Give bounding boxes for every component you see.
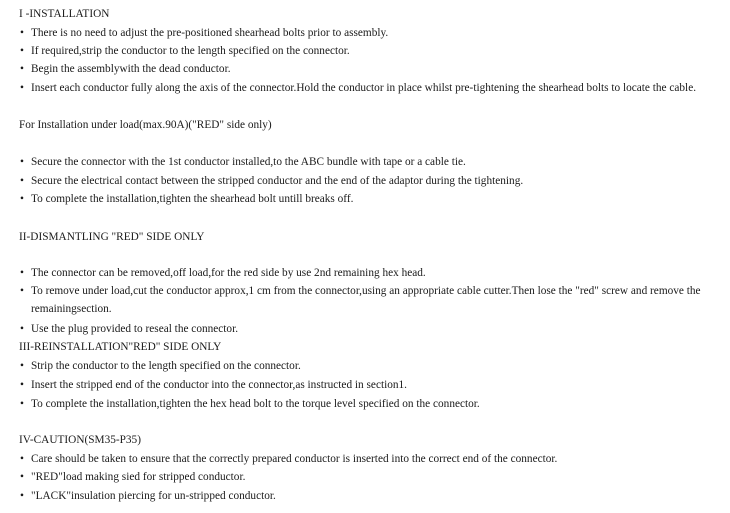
list-item-text: Insert the stripped end of the conductor into the connector,as instructed in section1. <box>31 379 408 391</box>
list-item-text: To complete the installation,tighten the shearhead bolt untill breaks off. <box>31 193 354 205</box>
list-item <box>20 174 726 188</box>
list-item <box>20 81 726 95</box>
list-item <box>20 452 726 466</box>
list-item-text: If required,strip the conductor to the length specified on the connector. <box>31 45 350 57</box>
bullet: • <box>20 285 24 297</box>
list-item <box>20 62 726 76</box>
list-item <box>20 282 730 318</box>
list-item <box>20 26 726 40</box>
bullet: • <box>20 45 24 57</box>
list-item <box>20 470 726 484</box>
list-item-text: "LACK"insulation piercing for un-stripped conductor. <box>31 490 276 502</box>
bullet: • <box>20 471 24 483</box>
list-item-text: Begin the assemblywith the dead conductor. <box>31 63 231 75</box>
bullet: • <box>20 156 24 168</box>
bullet: • <box>20 490 24 502</box>
list-item-text: To complete the installation,tighten the hex head bolt to the torque level specified on the connector. <box>31 398 480 410</box>
section2-heading: II-DISMANTLING "RED" SIDE ONLY <box>19 231 205 243</box>
list-item-text: There is no need to adjust the pre-positioned shearhead bolts prior to assembly. <box>31 27 389 39</box>
list-item-text: Care should be taken to ensure that the correctly prepared conductor is inserted into the correct end of the connector. <box>31 453 558 465</box>
list-item-text: Use the plug provided to reseal the connector. <box>31 323 239 335</box>
bullet: • <box>20 175 24 187</box>
bullet: • <box>20 193 24 205</box>
bullet: • <box>20 453 24 465</box>
list-item <box>20 378 726 392</box>
bullet: • <box>20 63 24 75</box>
bullet: • <box>20 398 24 410</box>
list-item-text: To remove under load,cut the conductor approx,1 cm from the connector,using an appropriate cable cutter.Then lose the "red" screw and remove the remainingsection. <box>31 285 701 315</box>
list-item-text: "RED"load making sied for stripped conductor. <box>31 471 246 483</box>
bullet: • <box>20 267 24 279</box>
bullet: • <box>20 323 24 335</box>
list-item <box>20 359 726 373</box>
list-item <box>20 489 726 503</box>
list-item-text: Secure the electrical contact between the stripped conductor and the end of the adaptor during the tightening. <box>31 175 524 187</box>
load-install-heading: For Installation under load(max.90A)("RED" side only) <box>19 119 272 131</box>
bullet: • <box>20 379 24 391</box>
section3-heading: III-REINSTALLATION"RED" SIDE ONLY <box>19 341 222 353</box>
list-item <box>20 44 726 58</box>
list-item <box>20 266 726 280</box>
list-item <box>20 155 726 169</box>
list-item <box>20 192 726 206</box>
list-item-text: Insert each conductor fully along the axis of the connector.Hold the conductor in place whilst pre-tightening the shearhead bolts to locate the cable. <box>31 82 697 94</box>
section1-heading: I -INSTALLATION <box>19 8 110 20</box>
bullet: • <box>20 360 24 372</box>
list-item-text: Strip the conductor to the length specified on the connector. <box>31 360 301 372</box>
list-item <box>20 397 726 411</box>
list-item-text: The connector can be removed,off load,for the red side by use 2nd remaining hex head. <box>31 267 426 279</box>
bullet: • <box>20 27 24 39</box>
list-item <box>20 322 726 336</box>
bullet: • <box>20 82 24 94</box>
section4-heading: IV-CAUTION(SM35-P35) <box>19 434 141 446</box>
list-item-text: Secure the connector with the 1st conductor installed,to the ABC bundle with tape or a cable tie. <box>31 156 466 168</box>
